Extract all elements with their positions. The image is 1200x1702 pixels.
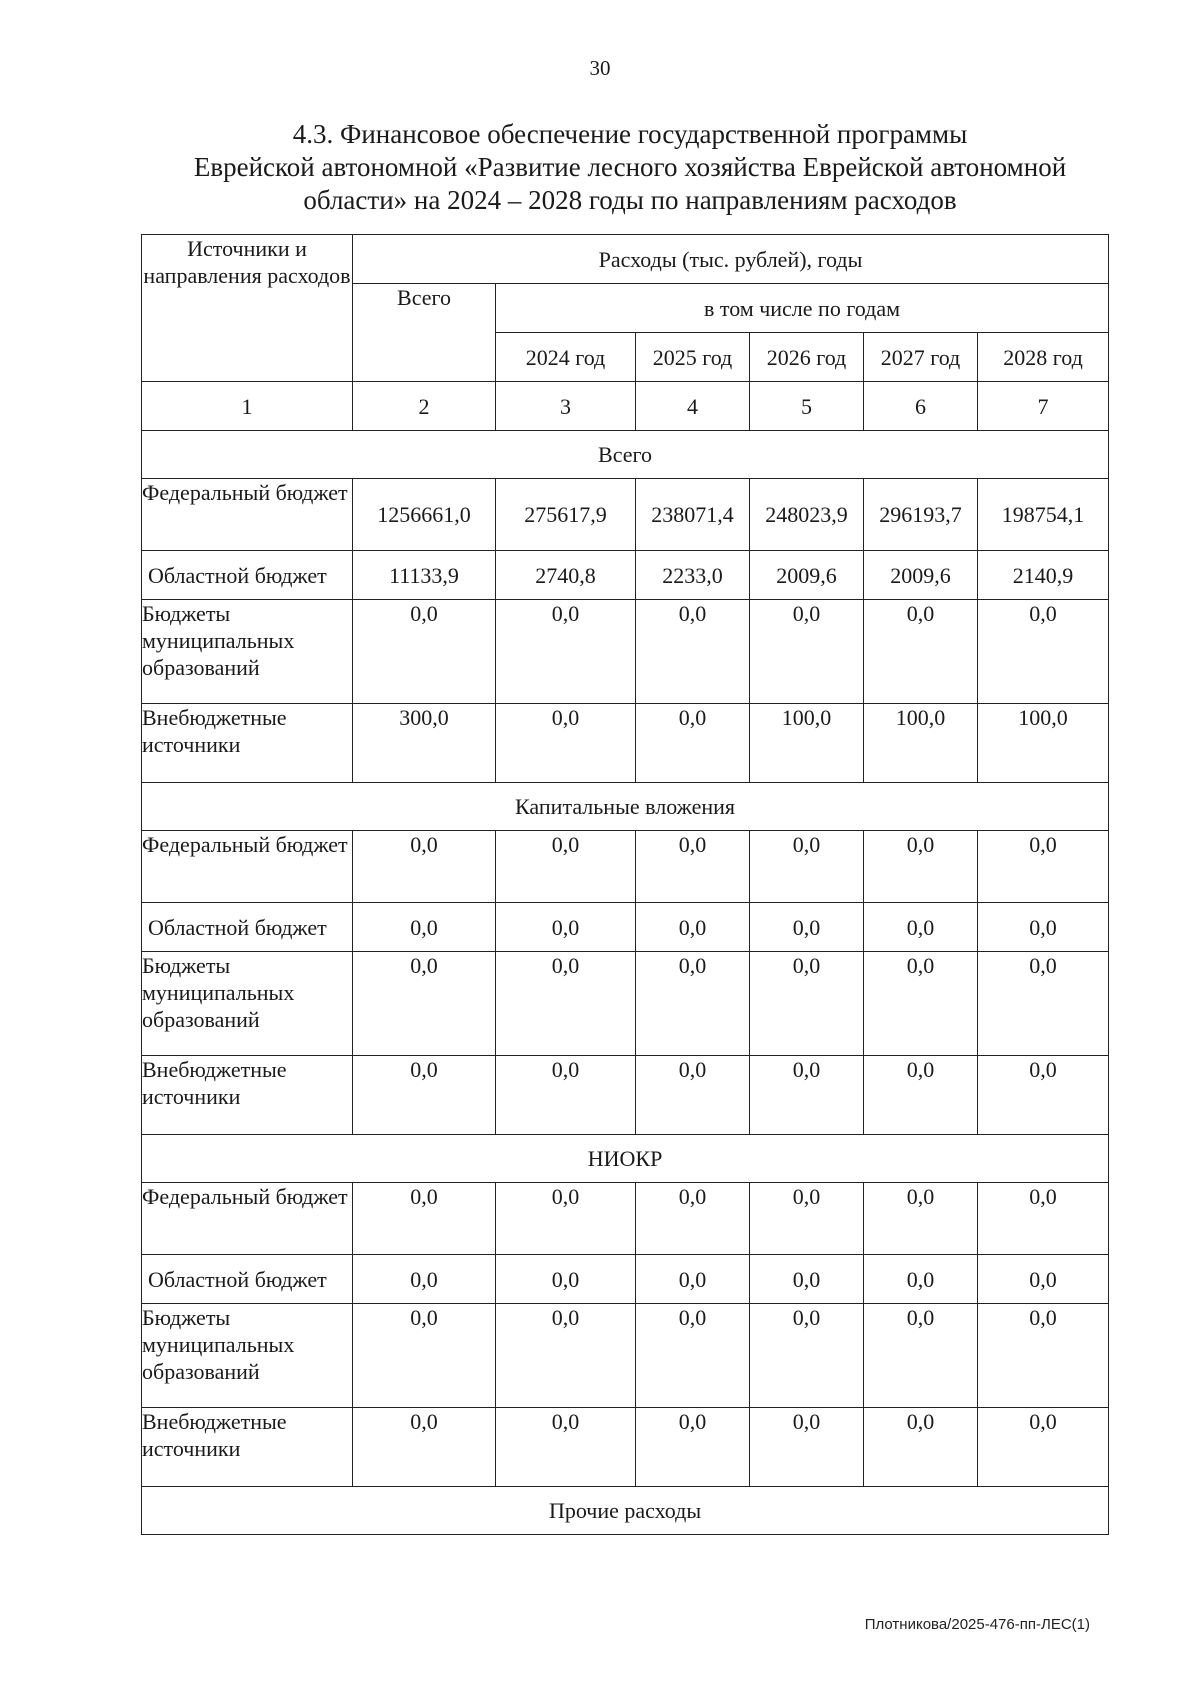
- header-year-2027: 2027 год: [864, 333, 978, 382]
- table-row: [142, 551, 1109, 600]
- value-cell: 0,0: [636, 831, 750, 903]
- row-label: Бюджеты муниципальных образований: [142, 600, 353, 704]
- value-cell: 0,0: [978, 831, 1109, 903]
- value-cell: 0,0: [636, 1056, 750, 1135]
- value-cell: 11133,9: [353, 551, 496, 600]
- value-cell: 0,0: [864, 1408, 978, 1487]
- header-year-2024: 2024 год: [496, 333, 636, 382]
- value-cell: 0,0: [750, 600, 864, 704]
- table-row: [142, 1304, 1109, 1408]
- row-label: Внебюджетные источники: [142, 1408, 353, 1487]
- value-cell: 0,0: [978, 1304, 1109, 1408]
- value-cell: 100,0: [750, 704, 864, 783]
- row-label: Федеральный бюджет: [142, 479, 353, 551]
- value-cell: 248023,9: [750, 479, 864, 551]
- section-title: НИОКР: [142, 1135, 1109, 1183]
- header-year-2028: 2028 год: [978, 333, 1109, 382]
- table-row: [142, 1183, 1109, 1255]
- column-number: 5: [750, 382, 864, 431]
- financing-table: [141, 234, 1109, 1535]
- document-title: [150, 118, 1110, 217]
- row-label: Внебюджетные источники: [142, 1056, 353, 1135]
- value-cell: 2740,8: [496, 551, 636, 600]
- value-cell: 0,0: [496, 600, 636, 704]
- value-cell: 0,0: [496, 903, 636, 952]
- header-year-2026: 2026 год: [750, 333, 864, 382]
- value-cell: 0,0: [750, 1304, 864, 1408]
- value-cell: 0,0: [750, 1056, 864, 1135]
- value-cell: 0,0: [750, 1408, 864, 1487]
- value-cell: 0,0: [496, 1056, 636, 1135]
- title-line-3: области» на 2024 – 2028 годы по направлениям расходов: [303, 185, 957, 215]
- value-cell: 0,0: [353, 903, 496, 952]
- header-expenses: Расходы (тыс. рублей), годы: [353, 235, 1109, 284]
- value-cell: 0,0: [496, 1183, 636, 1255]
- value-cell: 0,0: [353, 1183, 496, 1255]
- value-cell: 0,0: [636, 903, 750, 952]
- table-row: [142, 1408, 1109, 1487]
- value-cell: 100,0: [864, 704, 978, 783]
- value-cell: 0,0: [496, 1304, 636, 1408]
- column-number: 4: [636, 382, 750, 431]
- value-cell: 1256661,0: [353, 479, 496, 551]
- column-number: 6: [864, 382, 978, 431]
- value-cell: 2140,9: [978, 551, 1109, 600]
- header-by-years: в том числе по годам: [496, 284, 1109, 333]
- section-row: [142, 431, 1109, 479]
- table-row: [142, 600, 1109, 704]
- value-cell: 0,0: [864, 952, 978, 1056]
- table-row: [142, 1056, 1109, 1135]
- value-cell: 296193,7: [864, 479, 978, 551]
- value-cell: 0,0: [864, 903, 978, 952]
- value-cell: 0,0: [496, 952, 636, 1056]
- header-year-2025: 2025 год: [636, 333, 750, 382]
- value-cell: 2233,0: [636, 551, 750, 600]
- page-number: 30: [589, 56, 611, 80]
- table-row: [142, 952, 1109, 1056]
- value-cell: 0,0: [978, 903, 1109, 952]
- table-row: [142, 704, 1109, 783]
- column-number: 3: [496, 382, 636, 431]
- document-reference: Плотникова/2025-476-пп-ЛЕС(1): [864, 1616, 1090, 1633]
- value-cell: 0,0: [750, 1183, 864, 1255]
- table-row: [142, 479, 1109, 551]
- value-cell: 0,0: [353, 1056, 496, 1135]
- value-cell: 0,0: [353, 952, 496, 1056]
- row-label: Федеральный бюджет: [142, 831, 353, 903]
- value-cell: 0,0: [636, 704, 750, 783]
- value-cell: 0,0: [750, 952, 864, 1056]
- row-label: Внебюджетные источники: [142, 704, 353, 783]
- row-label: Областной бюджет: [142, 551, 353, 600]
- section-row: [142, 1487, 1109, 1535]
- value-cell: 0,0: [978, 952, 1109, 1056]
- row-label: Федеральный бюджет: [142, 1183, 353, 1255]
- value-cell: 0,0: [864, 1304, 978, 1408]
- value-cell: 0,0: [864, 831, 978, 903]
- value-cell: 0,0: [353, 1304, 496, 1408]
- row-label: Областной бюджет: [142, 903, 353, 952]
- value-cell: 0,0: [978, 1183, 1109, 1255]
- table-row: [142, 831, 1109, 903]
- section-title: Капитальные вложения: [142, 783, 1109, 831]
- value-cell: 300,0: [353, 704, 496, 783]
- value-cell: 0,0: [864, 600, 978, 704]
- value-cell: 0,0: [353, 831, 496, 903]
- value-cell: 0,0: [636, 1183, 750, 1255]
- header-total: Всего: [353, 284, 496, 382]
- row-label: Бюджеты муниципальных образований: [142, 1304, 353, 1408]
- value-cell: 0,0: [750, 831, 864, 903]
- title-line-1: 4.3. Финансовое обеспечение государственной программы: [292, 119, 968, 149]
- row-label: Бюджеты муниципальных образований: [142, 952, 353, 1056]
- value-cell: 0,0: [978, 1056, 1109, 1135]
- value-cell: 0,0: [750, 1255, 864, 1304]
- value-cell: 0,0: [864, 1255, 978, 1304]
- column-number: 7: [978, 382, 1109, 431]
- value-cell: 2009,6: [864, 551, 978, 600]
- section-row: [142, 783, 1109, 831]
- value-cell: 0,0: [636, 952, 750, 1056]
- section-title: Прочие расходы: [142, 1487, 1109, 1535]
- value-cell: 0,0: [496, 1255, 636, 1304]
- table-row: [142, 1255, 1109, 1304]
- section-row: [142, 1135, 1109, 1183]
- value-cell: 2009,6: [750, 551, 864, 600]
- value-cell: 0,0: [864, 1056, 978, 1135]
- value-cell: 0,0: [978, 600, 1109, 704]
- value-cell: 0,0: [636, 1408, 750, 1487]
- table-row: [142, 903, 1109, 952]
- value-cell: 0,0: [496, 704, 636, 783]
- value-cell: 198754,1: [978, 479, 1109, 551]
- header-sources: Источники и направления расходов: [142, 235, 353, 382]
- section-title: Всего: [142, 431, 1109, 479]
- value-cell: 0,0: [864, 1183, 978, 1255]
- value-cell: 0,0: [636, 1255, 750, 1304]
- value-cell: 0,0: [978, 1408, 1109, 1487]
- value-cell: 0,0: [353, 1408, 496, 1487]
- value-cell: 0,0: [978, 1255, 1109, 1304]
- value-cell: 0,0: [353, 600, 496, 704]
- value-cell: 275617,9: [496, 479, 636, 551]
- value-cell: 0,0: [353, 1255, 496, 1304]
- column-number: 1: [142, 382, 353, 431]
- row-label: Областной бюджет: [142, 1255, 353, 1304]
- value-cell: 100,0: [978, 704, 1109, 783]
- value-cell: 0,0: [636, 600, 750, 704]
- column-number: 2: [353, 382, 496, 431]
- title-line-2: Еврейской автономной «Развитие лесного хозяйства Еврейской автономной: [193, 152, 1067, 182]
- value-cell: 0,0: [496, 831, 636, 903]
- value-cell: 0,0: [636, 1304, 750, 1408]
- value-cell: 0,0: [496, 1408, 636, 1487]
- value-cell: 238071,4: [636, 479, 750, 551]
- value-cell: 0,0: [750, 903, 864, 952]
